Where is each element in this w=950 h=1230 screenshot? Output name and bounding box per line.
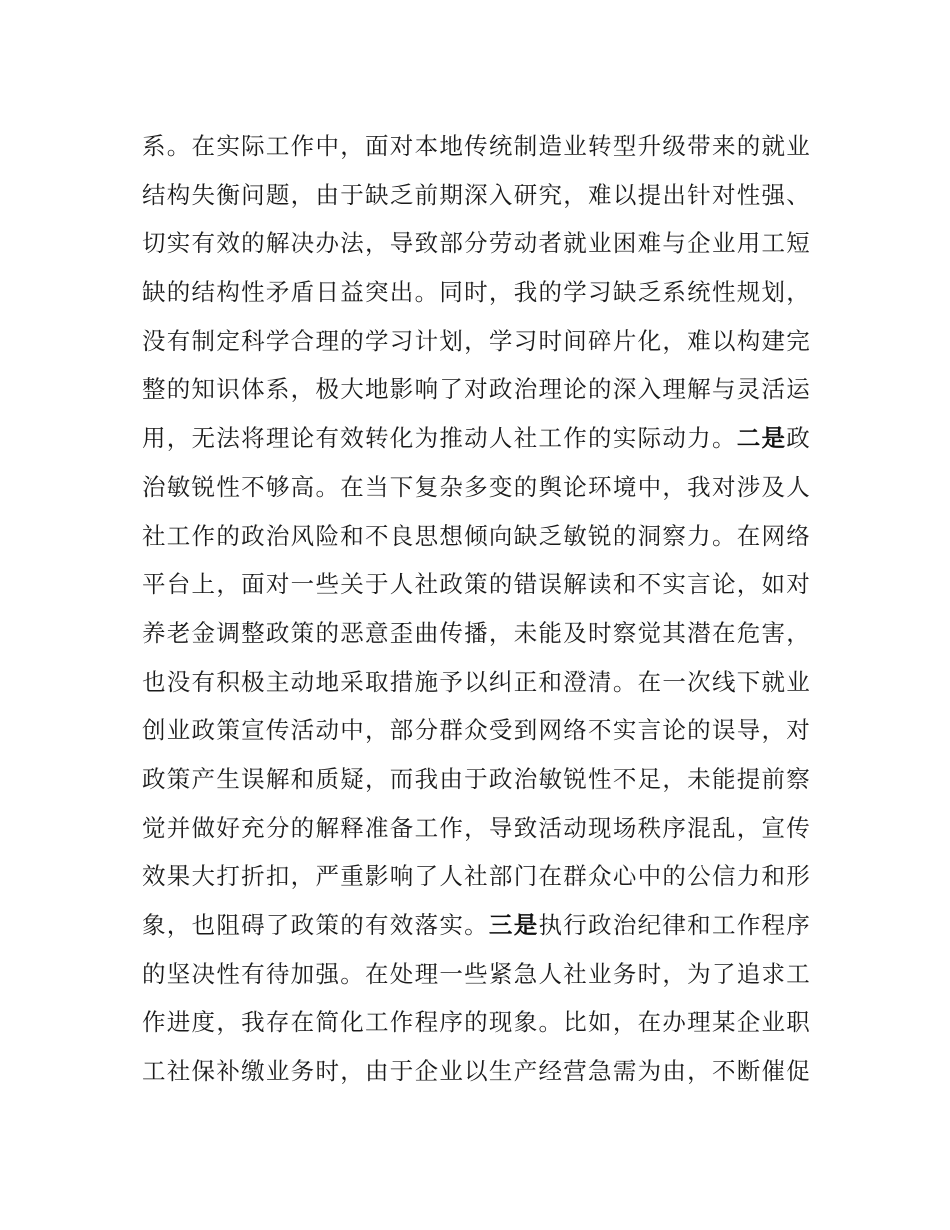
body-text-segment: 治敏锐性不够高。在当下复杂多变的舆论环境中，我对涉及人 bbox=[142, 472, 810, 501]
bold-heading-text: 三是 bbox=[488, 911, 539, 939]
body-text-segment: 政策产生误解和质疑，而我由于政治敏锐性不足，未能提前察 bbox=[142, 764, 810, 793]
body-text-segment: 执行政治纪律和工作程序 bbox=[538, 911, 810, 939]
text-line bbox=[142, 268, 810, 317]
body-text-segment: 工社保补缴业务时，由于企业以生产经营急需为由，不断催促 bbox=[142, 1057, 810, 1086]
text-line bbox=[142, 852, 810, 901]
body-text-segment: 养老金调整政策的恶意歪曲传播，未能及时察觉其潜在危害， bbox=[142, 618, 810, 647]
text-line bbox=[142, 755, 810, 804]
text-line bbox=[142, 171, 810, 220]
body-text bbox=[142, 122, 810, 1096]
text-line bbox=[142, 1047, 810, 1096]
body-text-segment: 平台上，面对一些关于人社政策的错误解读和不实言论，如对 bbox=[142, 570, 810, 599]
body-text-segment: 的坚决性有待加强。在处理一些紧急人社业务时，为了追求工 bbox=[142, 959, 810, 988]
text-line bbox=[142, 414, 810, 463]
body-text-segment: 整的知识体系，极大地影响了对政治理论的深入理解与灵活运 bbox=[142, 375, 810, 404]
text-line bbox=[142, 609, 810, 658]
text-line bbox=[142, 950, 810, 999]
text-line bbox=[142, 365, 810, 414]
body-text-segment: 用，无法将理论有效转化为推动人社工作的实际动力。 bbox=[142, 424, 737, 453]
text-line bbox=[142, 317, 810, 366]
text-line bbox=[142, 122, 810, 171]
body-text-segment: 缺的结构性矛盾日益突出。同时，我的学习缺乏系统性规划， bbox=[142, 278, 810, 307]
text-line bbox=[142, 219, 810, 268]
body-text-segment: 效果大打折扣，严重影响了人社部门在群众心中的公信力和形 bbox=[142, 862, 810, 891]
body-text-segment: 象，也阻碍了政策的有效落实。 bbox=[142, 911, 489, 939]
body-text-segment: 没有制定科学合理的学习计划，学习时间碎片化，难以构建完 bbox=[142, 326, 810, 355]
body-text-segment: 也没有积极主动地采取措施予以纠正和澄清。在一次线下就业 bbox=[142, 667, 810, 696]
body-text-segment: 作进度，我存在简化工作程序的现象。比如，在办理某企业职 bbox=[142, 1008, 810, 1037]
text-line bbox=[142, 463, 810, 512]
body-text-segment: 创业政策宣传活动中，部分群众受到网络不实言论的误导，对 bbox=[142, 716, 810, 745]
bold-heading-text: 二是 bbox=[736, 424, 787, 453]
body-text-segment: 社工作的政治风险和不良思想倾向缺乏敏锐的洞察力。在网络 bbox=[142, 521, 810, 550]
text-line bbox=[142, 560, 810, 609]
text-line bbox=[142, 804, 810, 853]
text-line bbox=[142, 998, 810, 1047]
body-text-segment: 觉并做好充分的解释准备工作，导致活动现场秩序混乱，宣传 bbox=[142, 813, 810, 842]
body-text-segment: 切实有效的解决办法，导致部分劳动者就业困难与企业用工短 bbox=[142, 229, 810, 258]
body-text-segment: 政 bbox=[786, 424, 810, 453]
text-line bbox=[142, 512, 810, 561]
body-text-segment: 结构失衡问题，由于缺乏前期深入研究，难以提出针对性强、 bbox=[142, 180, 810, 209]
body-text-segment: 系。在实际工作中，面对本地传统制造业转型升级带来的就业 bbox=[142, 132, 810, 160]
text-line bbox=[142, 658, 810, 707]
text-line bbox=[142, 901, 810, 950]
text-line bbox=[142, 706, 810, 755]
